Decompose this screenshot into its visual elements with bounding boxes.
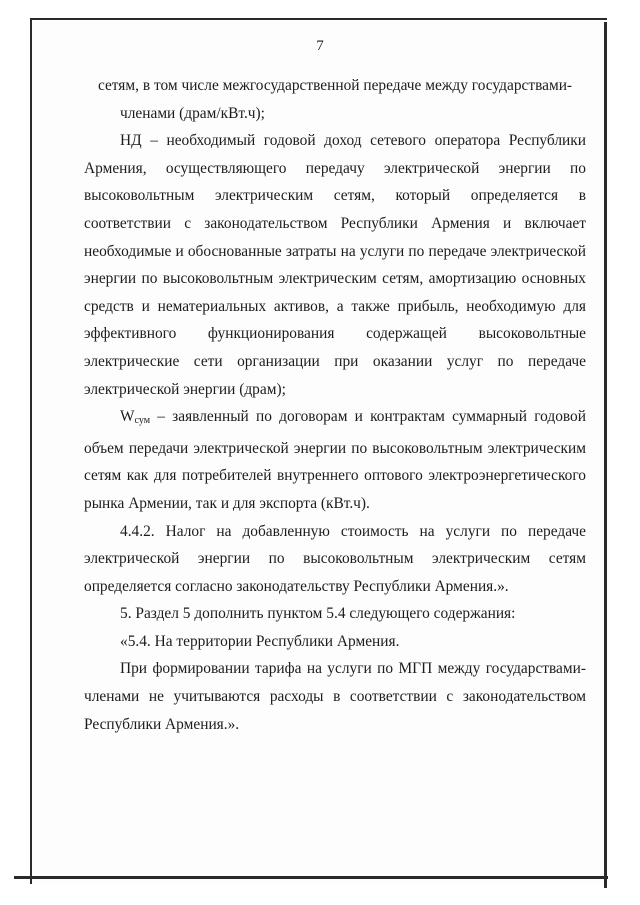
paragraph-5-4-text: При формировании тарифа на услуги по МГП между государствами-членами не учитываются расходы в соответствии с законодательством Республики Армения.». <box>84 660 586 733</box>
paragraph-section-5: 5. Раздел 5 дополнить пунктом 5.4 следующего содержания: <box>120 605 516 623</box>
paragraph-5-4-heading: «5.4. На территории Республики Армения. <box>120 632 400 650</box>
w-subscript: сум <box>134 415 151 427</box>
paragraph-continuation-line1: сетям, в том числе межгосударственной передаче между государствами- <box>97 77 573 94</box>
w-definition-text: – заявленный по договорам и контрактам суммарный годовой объем передачи электрической энергии по высоковольтным электрическим сетям как для потребителей внутреннего оптового электроэнергетического рынка Армении, так и для экспорта (кВт.ч). <box>84 408 586 512</box>
paragraph-continuation-line2: членами (драм/кВт.ч); <box>120 104 265 122</box>
page-border-top <box>30 18 607 20</box>
paragraph-4-4-2: 4.4.2. Налог на добавленную стоимость на услуги по передаче электрической энергии по высоковольтным электрическим сетям определяется согласно законодательству Республики Армения.». <box>84 522 586 595</box>
page-number: 7 <box>316 38 324 54</box>
page-border-bottom <box>14 876 608 879</box>
document-body <box>84 72 586 738</box>
paragraph-w-definition <box>84 403 586 517</box>
paragraph-nd-definition: НД – необходимый годовой доход сетевого оператора Республики Армения, осуществляющего передачу электрической энергии по высоковольтным электрическим сетям, который определяется в соответствии с законодательством Республики Армения и включает необходимые и обоснованные затраты на услуги по передаче электрической энергии по высоковольтным электрическим сетям, амортизацию основных средств и нематериальных активов, а также прибыль, необходимую для эффективного функционирования содержащей высоковольтные электрические сети организации при оказании услуг по передаче электрической энергии (драм); <box>84 132 586 398</box>
page-border-left <box>30 18 32 884</box>
w-symbol: W <box>120 408 135 426</box>
page-border-right <box>604 22 607 888</box>
